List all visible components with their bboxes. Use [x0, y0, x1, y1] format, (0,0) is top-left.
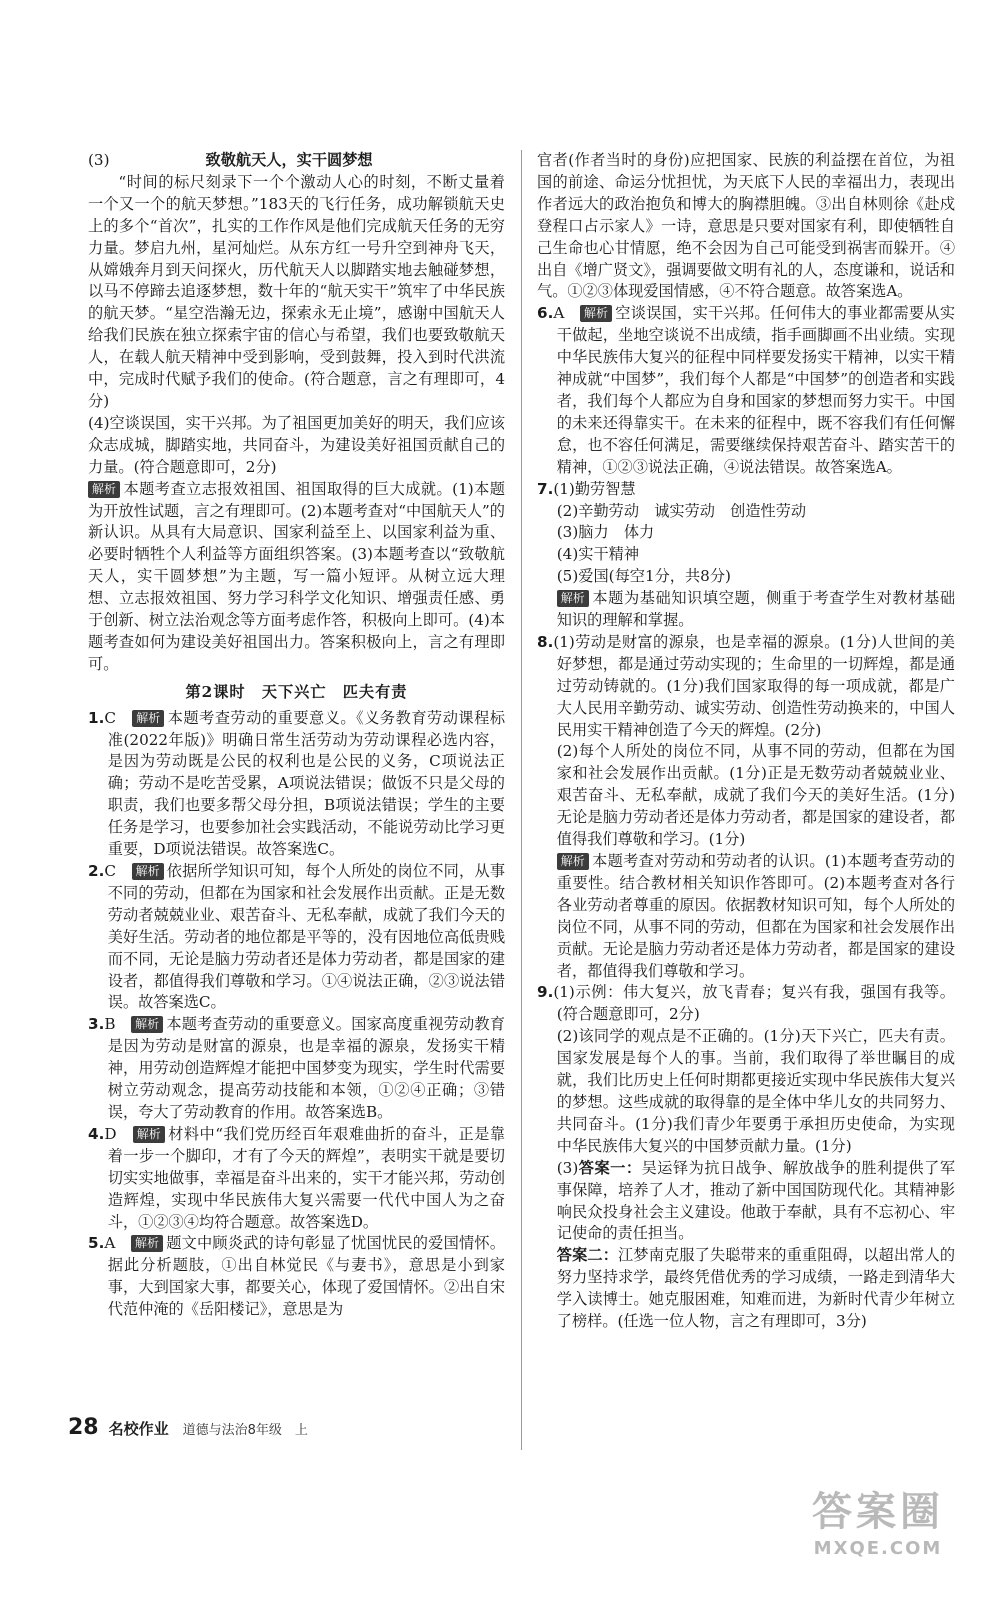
- analysis-tag: 解析: [131, 1235, 163, 1252]
- answer-item-9: 9.(1)示例：伟大复兴，放飞青春；复兴有我，强国有我等。(符合题意即可，2分) (2)该同学的观点是不正确的。(1分)天下兴亡，匹夫有责。国家发展是每个人的事。当前，我们取得了举世瞩目的成就，我们比历史上任何时期都更接近实现中华民族伟大复兴的梦想。这些成就的取得靠的是全体中华儿女的共同努力、共同奋斗。(1分)我们青少年要勇于承担历史使命，为实现中华民族伟大复兴的中国梦贡献力量。(1分) (3)答案一：吴运铎为抗日战争、解放战争的胜利提供了军事保障，培养了人才，推动了新中国国防现代化。其精神影响民众投身社会主义建设。他敢于奉献，具有不忘初心、牢记使命的责任担当。 答案二：江梦南克服了失聪带来的重重阻碍，以超出常人的努力坚持求学，最终凭借优秀的学习成绩，一路走到清华大学入读博士。她克服困难，知难而进，为新时代青少年树立了榜样。(任选一位人物，言之有理即可，3分): [537, 983, 956, 1331]
- analysis-block: [88, 479, 505, 676]
- answer-item: 1.C 解析 本题考查劳动的重要意义。《义务教育劳动课程标准(2022年版)》明确日常生活劳动为劳动课程必选内容，是因为劳动既是公民的权利也是公民的义务，C项说法正确；劳动不是吃苦受累，A项说法错误；做饭不只是父母的职责，我们也要多帮父母分担，B项说法错误；学生的主要任务是学习，也要参加社会实践活动，不能说劳动比学习更重要，D项说法错误。故答案选C。: [88, 708, 506, 859]
- essay-paragraph: “时间的标尺刻录下一个个激动人心的时刻，不断丈量着一个又一个的航天梦想。”183天的飞行任务，成功解锁航天史上的多个“首次”，扎实的工作作风是他们完成航天任务的无穷力量。梦启九州，星河灿烂。从东方红一号升空到神舟飞天，从嫦娥奔月到天问探火，历代航天人以脚踏实地去触碰梦想，以马不停蹄去追逐梦想，数十年的“航天实干”筑牢了中华民族的航天梦。“星空浩瀚无边，探索永无止境”，感谢中国航天人给我们民族在独立探索宇宙的信心与希望，我们也要致敬航天人，在载人航天精神中受到影响，受到鼓舞，投入到时代洪流中，完成时代赋予我们的使命。(符合题意，言之有理即可，4分): [88, 172, 505, 410]
- essay-paragraph-4: (4)空谈误国，实干兴邦。为了祖国更加美好的明天，我们应该众志成城，脚踏实地，共同奋斗，为建设美好祖国贡献自己的力量。(符合题意即可，2分): [88, 413, 505, 476]
- analysis-tag: 解析: [133, 1126, 165, 1143]
- lesson-title: 第2课时 天下兴亡 匹夫有责: [185, 682, 408, 701]
- answer-one-label: 答案一：: [578, 1158, 642, 1177]
- analysis-tag: 解析: [557, 853, 589, 870]
- watermark-text: 答案圈: [812, 1489, 944, 1535]
- answer-item: 3.B 解析 本题考查劳动的重要意义。国家高度重视劳动教育是因为劳动是财富的源泉，也是幸福的源泉，发扬实干精神，用劳动创造辉煌才能把中国梦变为现实，学生时代需要树立劳动观念，提高劳动技能和本领，①②④正确；③错误，夸大了劳动教育的作用。故答案选B。: [88, 1015, 506, 1121]
- essay-heading: [88, 150, 505, 172]
- answer-item-8: 8.(1)劳动是财富的源泉，也是幸福的源泉。(1分)人世间的美好梦想，都是通过劳动实现的；生命里的一切辉煌，都是通过劳动铸就的。(1分)我们国家取得的每一项成就，都是广大人民用辛勤劳动、诚实劳动、创造性劳动换来的，中国人民用实干精神创造了今天的辉煌。(2分) (2)每个人所处的岗位不同，从事不同的劳动，但都在为国家和社会发展作出贡献。(1分)正是无数劳动者兢兢业业、艰苦奋斗、无私奉献，成就了我们今天的美好生活。(1分)无论是脑力劳动者还是体力劳动者，都是国家的建设者，都值得我们尊敬和学习。(1分) 解析 本题考查对劳动和劳动者的认识。(1)本题考查劳动的重要性。结合教材相关知识作答即可。(2)本题考查对各行各业劳动者尊重的原因。依据教材知识可知，每个人所处的岗位不同，从事不同的劳动，但都在为国家和社会发展作出贡献。无论是脑力劳动者还是体力劳动者，都是国家的建设者，都值得我们尊敬和学习。: [537, 632, 955, 980]
- answer-item: 6.A 解析 空谈误国，实干兴邦。任何伟大的事业都需要从实干做起，坐地空谈说不出成绩，指手画脚画不出业绩。实现中华民族伟大复兴的征程中同样要发扬实干精神，以实干精神成就“中国梦”，我们每个人都是“中国梦”的创造者和实践者，我们每个人都应为自身和国家的梦想而努力实干。中国的未来还得靠实干。在未来的征程中，既不容我们有任何懈怠，也不容任何满足，需要继续保持艰苦奋斗、踏实苦干的精神，①②③说法正确，④说法错误。故答案选A。: [537, 304, 956, 476]
- brand-name: 名校作业: [108, 1420, 169, 1438]
- analysis-tag: 解析: [131, 1016, 163, 1033]
- answer-item-7: 7.(1)勤劳智慧 (2)辛勤劳动 诚实劳动 创造性劳动 (3)脑力 体力 (4)实干精神 (5)爱国(每空1分，共8分) 解析 本题为基础知识填空题，侧重于考查学生对教材基础知识的理解和掌握。: [537, 479, 955, 630]
- essay-title: 致敬航天人，实干圆梦想: [205, 151, 373, 169]
- watermark-url: MXQE.COM: [813, 1538, 943, 1559]
- page-number: 28: [68, 1415, 99, 1440]
- analysis-tag: 解析: [557, 590, 589, 607]
- answer-item: 4.D 解析 材料中“我们党历经百年艰难曲折的奋斗，正是靠着一步一个脚印，才有了今天的辉煌”，表明实干就是要切切实实地做事，幸福是奋斗出来的，实干才能兴邦，劳动创造辉煌，实现中华民族伟大复兴需要一代代中国人为之奋斗，①②③④均符合题意。故答案选D。: [88, 1124, 506, 1231]
- analysis-tag: 解析: [580, 305, 612, 322]
- analysis-tag: 解析: [132, 710, 164, 727]
- left-column: [88, 150, 505, 1321]
- analysis-tag: 解析: [88, 481, 120, 498]
- right-column: [537, 150, 955, 1333]
- subject-label: 道德与法治8年级 上: [182, 1423, 308, 1438]
- column-divider: [521, 150, 522, 1450]
- watermark-logo: [778, 1486, 978, 1582]
- answer-item: 5.A 解析 题文中顾炎武的诗句彰显了忧国忧民的爱国情怀。据此分析题肢，①出自林觉民《与妻书》，意思是小到家事，大到国家大事，都要关心，体现了爱国情怀。②出自宋代范仲淹的《岳阳楼记》，意思是为: [88, 1234, 506, 1319]
- essay-number: (3): [88, 151, 110, 169]
- answer-two-label: 答案二：: [556, 1246, 619, 1265]
- analysis-text: 本题考查立志报效祖国、祖国取得的巨大成就。(1)本题为开放性试题，言之有理即可。(2)本题考查对“中国航天人”的新认识。从具有大局意识、国家利益至上、以国家利益为重、必要时牺牲个人利益等方面组织答案。(3)本题考查以“致敬航天人，实干圆梦想”为主题，写一篇小短评。从树立远大理想、立志报效祖国、努力学习科学文化知识、增强责任感、勇于创新、树立法治观念等方面考虑作答，积极向上即可。(4)本题考查如何为建设美好祖国出力。答案积极向上，言之有理即可。: [88, 479, 505, 673]
- continuation-text: 官者(作者当时的身份)应把国家、民族的利益摆在首位，为祖国的前途、命运分忧担忧，为天底下人民的幸福出力，表现出作者远大的政治抱负和博大的胸襟胆魄。③出自林则徐《赴戍登程口占示家人》一诗，意思是只要对国家有利，即使牺牲自己生命也心甘情愿，绝不会因为自己可能受到祸害而躲开。④出自《增广贤文》，强调要做文明有礼的人，态度谦和，说话和气。①②③体现爱国情感，④不符合题意。故答案选A。: [537, 151, 955, 301]
- answer-item: 2.C 解析 依据所学知识可知，每个人所处的岗位不同，从事不同的劳动，但都在为国家和社会发展作出贡献。正是无数劳动者兢兢业业、艰苦奋斗、无私奉献，成就了我们今天的美好生活。劳动者的地位都是平等的，没有因地位高低贵贱而不同，无论是脑力劳动者还是体力劳动者，都是国家的建设者，都值得我们尊敬和学习。①④说法正确，②③说法错误。故答案选C。: [88, 862, 506, 1012]
- page-footer: [68, 1415, 308, 1445]
- analysis-tag: 解析: [132, 863, 164, 880]
